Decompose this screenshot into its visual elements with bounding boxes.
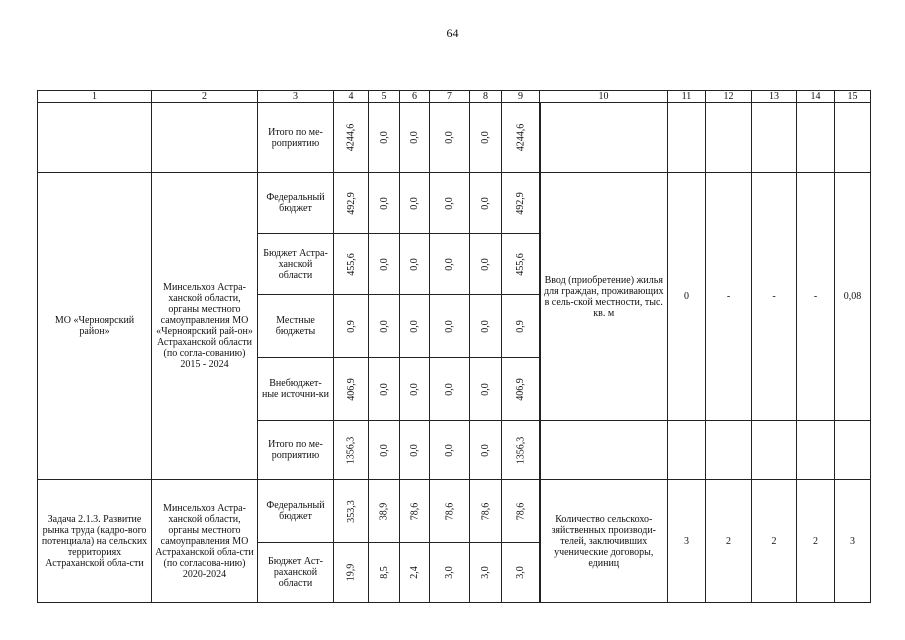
value-cell: 0,0 [400,173,430,234]
value-cell: 0,0 [470,173,502,234]
header-cell: 13 [752,91,797,103]
value-cell: 3,0 [430,543,470,603]
executor-cell: Минсельхоз Астра-ханской области, органы местного самоуправления МО «Черноярский рай-он» Астраханской области (по согла-сованию) 2015 - 2024 [152,173,258,480]
empty-cell [706,103,752,173]
value-cell: 78,6 [470,480,502,543]
funding-source: Местные бюджеты [258,295,334,358]
value-cell: 3,0 [502,543,540,603]
value-cell: 0,0 [400,103,430,173]
header-cell: 12 [706,91,752,103]
empty-cell [540,103,668,173]
table-row [38,103,871,173]
municipality-cell: МО «Черноярский район» [38,173,152,480]
empty-cell [835,103,871,173]
header-cell: 8 [470,91,502,103]
empty-cell [668,421,706,480]
value-cell: 78,6 [502,480,540,543]
table-row [38,480,871,543]
empty-cell [540,421,668,480]
indicator-value: 2 [752,480,797,603]
value-cell: 0,0 [470,103,502,173]
value-cell: 0,0 [430,358,470,421]
header-row [38,91,871,103]
indicator-value: 3 [835,480,871,603]
value-cell: 38,9 [369,480,400,543]
empty-cell [152,103,258,173]
empty-cell [752,103,797,173]
value-cell: 1356,3 [334,421,369,480]
empty-cell [668,103,706,173]
value-cell: 0,0 [369,358,400,421]
page-number: 64 [446,26,459,40]
funding-source: Итого по ме-роприятию [258,103,334,173]
indicator-value: 3 [668,480,706,603]
value-cell: 0,0 [369,173,400,234]
value-cell: 353,3 [334,480,369,543]
value-cell: 0,0 [470,234,502,295]
value-cell: 3,0 [470,543,502,603]
value-cell: 406,9 [502,358,540,421]
header-cell: 11 [668,91,706,103]
table-row [38,173,871,234]
value-cell: 2,4 [400,543,430,603]
funding-source: Итого по ме-роприятию [258,421,334,480]
funding-source: Бюджет Астра-ханской области [258,234,334,295]
value-cell: 0,0 [470,295,502,358]
value-cell: 0,0 [430,295,470,358]
task-cell: Задача 2.1.3. Развитие рынка труда (кадро-вого потенциала) на сельских территориях Астраханской обла-сти [38,480,152,603]
value-cell: 0,0 [400,234,430,295]
indicator-value: 2 [797,480,835,603]
value-cell: 78,6 [430,480,470,543]
indicator-value: - [752,173,797,421]
indicator-cell: Количество сельскохо-зяйственных производи-телей, заключивших ученические договоры, единиц [540,480,668,603]
value-cell: 8,5 [369,543,400,603]
header-cell: 1 [38,91,152,103]
header-cell: 5 [369,91,400,103]
header-cell: 9 [502,91,540,103]
empty-cell [835,421,871,480]
budget-table [37,90,871,603]
value-cell: 0,0 [369,421,400,480]
value-cell: 0,0 [369,295,400,358]
empty-cell [706,421,752,480]
value-cell: 0,0 [369,234,400,295]
header-cell: 2 [152,91,258,103]
indicator-value: - [797,173,835,421]
value-cell: 1356,3 [502,421,540,480]
funding-source: Бюджет Аст-раханской области [258,543,334,603]
value-cell: 0,9 [502,295,540,358]
value-cell: 0,9 [334,295,369,358]
value-cell: 492,9 [502,173,540,234]
indicator-cell: Ввод (приобретение) жилья для граждан, проживающих в сель-ской местности, тыс. кв. м [540,173,668,421]
funding-source: Внебюджет-ные источни-ки [258,358,334,421]
header-cell: 7 [430,91,470,103]
value-cell: 0,0 [430,421,470,480]
executor-cell: Минсельхоз Астра-ханской области, органы местного самоуправления МО Астраханской обла-сти (по согласова-нию) 2020-2024 [152,480,258,603]
value-cell: 455,6 [502,234,540,295]
value-cell: 0,0 [369,103,400,173]
value-cell: 4244,6 [502,103,540,173]
value-cell: 0,0 [470,421,502,480]
indicator-value: - [706,173,752,421]
empty-cell [752,421,797,480]
header-cell: 6 [400,91,430,103]
header-cell: 14 [797,91,835,103]
value-cell: 0,0 [430,173,470,234]
header-cell: 4 [334,91,369,103]
funding-source: Федеральный бюджет [258,173,334,234]
value-cell: 0,0 [400,358,430,421]
header-cell: 15 [835,91,871,103]
empty-cell [797,103,835,173]
header-cell: 3 [258,91,334,103]
value-cell: 0,0 [430,234,470,295]
value-cell: 406,9 [334,358,369,421]
indicator-value: 0,08 [835,173,871,421]
value-cell: 0,0 [430,103,470,173]
empty-cell [797,421,835,480]
value-cell: 0,0 [400,295,430,358]
value-cell: 492,9 [334,173,369,234]
header-cell: 10 [540,91,668,103]
indicator-value: 0 [668,173,706,421]
indicator-value: 2 [706,480,752,603]
value-cell: 455,6 [334,234,369,295]
funding-source: Федеральный бюджет [258,480,334,543]
value-cell: 19,9 [334,543,369,603]
empty-cell [38,103,152,173]
value-cell: 78,6 [400,480,430,543]
value-cell: 0,0 [400,421,430,480]
value-cell: 0,0 [470,358,502,421]
value-cell: 4244,6 [334,103,369,173]
